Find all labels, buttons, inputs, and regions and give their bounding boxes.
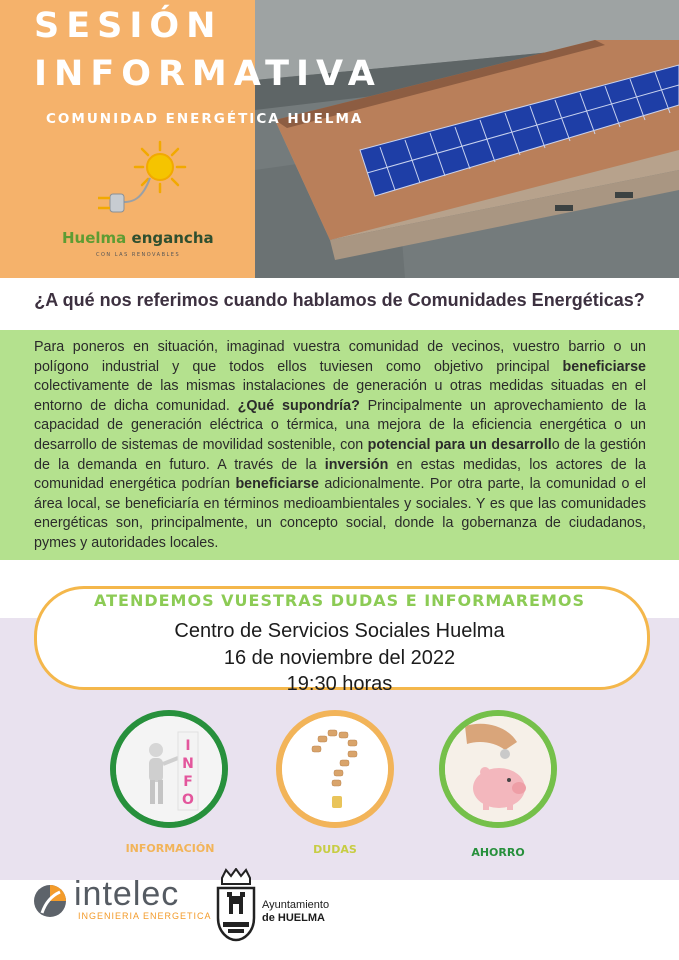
svg-text:O: O xyxy=(182,792,194,808)
town-hall-line2: de HUELMA xyxy=(262,912,325,924)
title-line-1: SESIÓN xyxy=(34,6,223,46)
body-text-2: colectivamente de las mismas instalaciones de generación u otras medidas situadas en el entorno de dicha comunidad. xyxy=(34,378,646,414)
event-date: 16 de noviembre del 2022 xyxy=(223,647,456,669)
body-bold-1: beneficiarse xyxy=(562,358,646,375)
event-place: Centro de Servicios Sociales Huelma xyxy=(174,620,505,642)
town-hall-name xyxy=(262,899,329,925)
feature-circle-savings xyxy=(439,710,557,828)
body-text-3: Principalmente un aprovechamiento de la capacidad de generación eléctrica o térmica, una mejora de la eficiencia energética o un desarrollo de sistemas de movilidad sostenible, con xyxy=(34,397,646,453)
feature-label-savings: AHORRO xyxy=(471,846,525,859)
feature-circle-info xyxy=(110,710,228,828)
body-bold-2: ¿Qué supondría? xyxy=(237,397,360,414)
title-line-2: INFORMATIVA xyxy=(34,54,382,94)
subtitle: COMUNIDAD ENERGÉTICA HUELMA xyxy=(46,111,364,127)
town-hall-line1: Ayuntamiento xyxy=(262,899,330,911)
body-panel xyxy=(0,330,679,560)
body-bold-5: beneficiarse xyxy=(235,476,319,493)
body-bold-4: inversión xyxy=(324,456,389,473)
svg-text:F: F xyxy=(183,774,193,790)
body-text-6: adicionalmente. Por otra parte, la comunidad o el área local, se beneficiaría en términos medioambientales y sociales. Y es que las comunidades energéticas son, principalmente, un concepto social, donde la gobernanza de ciudadanos, pymes y autoridades locales. xyxy=(34,476,646,551)
info-figure-icon xyxy=(116,716,222,822)
piggy-bank-icon xyxy=(445,716,551,822)
body-paragraph xyxy=(34,338,646,554)
intelec-name: intelec xyxy=(74,875,180,913)
feature-label-doubts: DUDAS xyxy=(313,843,357,856)
question-mark-icon xyxy=(282,716,388,822)
feature-circle-doubts xyxy=(276,710,394,828)
intelec-logo-icon xyxy=(33,884,67,918)
intelec-subtitle: INGENIERIA ENERGETICA xyxy=(78,911,212,921)
logo-tagline: CON LAS RENOVABLES xyxy=(96,252,181,258)
logo-brand-part2: engancha xyxy=(131,229,214,247)
solar-roof-photo xyxy=(255,0,679,278)
logo-brand xyxy=(62,229,214,247)
body-text-1: Para poneros en situación, imaginad vuestra comunidad de vecinos, vuestro barrio o un polígono industrial y que todos ellos tuviesen como objetivo principal xyxy=(34,339,646,375)
event-heading: ATENDEMOS VUESTRAS DUDAS E INFORMAREMOS xyxy=(93,591,586,610)
huelma-crest-icon xyxy=(214,868,258,942)
body-text-5: en estas medidas, los actores de la comunidad energética podrían xyxy=(34,456,646,493)
svg-text:N: N xyxy=(182,756,194,772)
body-bold-3: potencial para un desarroll xyxy=(367,436,552,453)
event-time: 19:30 horas xyxy=(286,673,393,695)
logo-brand-part1: Huelma xyxy=(62,229,127,247)
plug-sun-logo-icon xyxy=(92,140,202,220)
svg-text:I: I xyxy=(185,738,191,754)
feature-label-info: INFORMACIÓN xyxy=(125,842,215,855)
header-banner xyxy=(0,0,679,278)
section-question: ¿A qué nos referimos cuando hablamos de Comunidades Energéticas? xyxy=(34,290,645,310)
body-text-4: o de la gestión de la demanda en futuro. A través de la xyxy=(34,436,647,473)
solar-roof-illustration xyxy=(255,0,679,278)
